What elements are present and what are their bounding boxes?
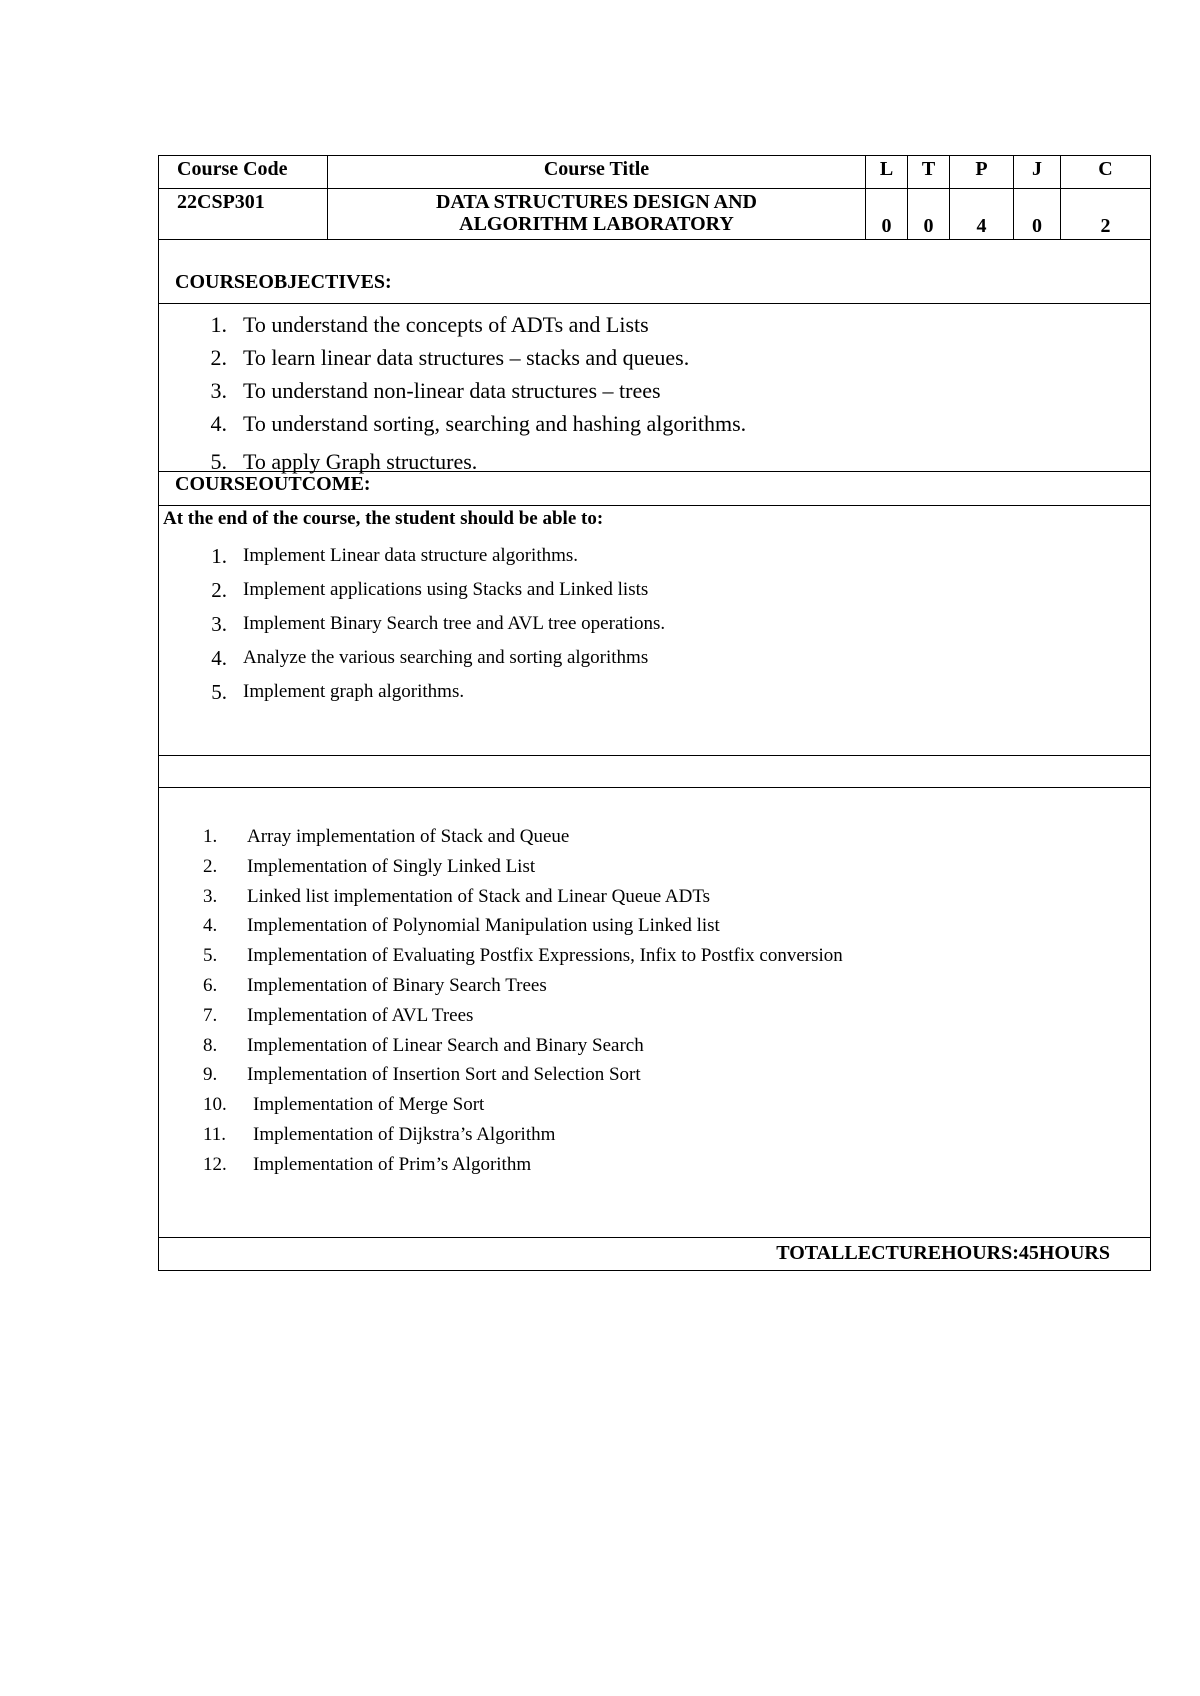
objectives-list — [159, 304, 1150, 472]
experiment-number: 7. — [203, 1004, 218, 1026]
objective-text: To apply Graph structures. — [243, 449, 478, 474]
outcome-number: 1. — [211, 544, 227, 568]
p-value: 4 — [950, 189, 1014, 239]
total-hours: TOTALLECTUREHOURS:45HOURS — [776, 1242, 1110, 1264]
experiment-number: 2. — [203, 855, 218, 877]
c-header: C — [1098, 158, 1113, 180]
outcomes-heading: COURSEOUTCOME: — [159, 472, 1150, 506]
objective-number: 1. — [210, 312, 227, 337]
objective-text: To learn linear data structures – stacks and queues. — [243, 345, 690, 370]
objective-text: To understand the concepts of ADTs and Lists — [243, 312, 649, 337]
objective-number: 5. — [210, 449, 227, 474]
objective-item — [159, 341, 1150, 374]
t-header: T — [908, 156, 950, 188]
l-header: L — [866, 156, 908, 188]
experiment-text: Array implementation of Stack and Queue — [247, 826, 570, 847]
experiment-number: 1. — [203, 826, 218, 847]
experiment-item — [159, 1120, 1150, 1150]
l-value: 0 — [866, 189, 908, 239]
experiment-text: Implementation of Insertion Sort and Selection Sort — [247, 1064, 641, 1086]
experiment-item — [159, 1001, 1150, 1031]
experiment-item — [159, 1090, 1150, 1120]
experiment-text: Implementation of Merge Sort — [253, 1094, 485, 1116]
experiment-number: 3. — [203, 885, 218, 907]
experiment-item — [159, 941, 1150, 971]
objective-item — [159, 407, 1150, 440]
objective-text: To understand sorting, searching and hashing algorithms. — [243, 411, 747, 436]
outcome-item — [159, 539, 1150, 573]
experiment-number: 6. — [203, 974, 218, 996]
outcome-item — [159, 641, 1150, 675]
outcome-text: Implement applications using Stacks and Linked lists — [243, 579, 649, 600]
objective-item — [159, 374, 1150, 407]
experiment-item — [159, 971, 1150, 1001]
experiment-item — [159, 1031, 1150, 1061]
outcome-number: 4. — [211, 646, 227, 670]
objective-number: 2. — [210, 345, 227, 370]
experiment-item — [159, 1150, 1150, 1180]
outcome-text: Implement Linear data structure algorithms. — [243, 545, 579, 566]
experiment-number: 8. — [203, 1034, 218, 1056]
objectives-heading: COURSEOBJECTIVES: — [159, 240, 1150, 304]
experiment-text: Implementation of Evaluating Postfix Expressions, Infix to Postfix conversion — [247, 945, 843, 967]
course-title — [328, 189, 866, 239]
course-code: 22CSP301 — [159, 189, 328, 239]
experiment-item — [159, 882, 1150, 912]
experiment-number: 10. — [203, 1094, 227, 1116]
outcome-text: Analyze the various searching and sorting algorithms — [243, 647, 649, 668]
objective-number: 4. — [210, 411, 227, 436]
outcome-item — [159, 573, 1150, 607]
experiment-text: Implementation of Singly Linked List — [247, 855, 536, 877]
experiment-item — [159, 822, 1150, 852]
experiment-text: Implementation of Linear Search and Binary Search — [247, 1034, 644, 1056]
outcome-text: Implement graph algorithms. — [243, 681, 465, 702]
experiment-number: 5. — [203, 945, 218, 967]
j-header: J — [1014, 156, 1061, 188]
c-value: 2 — [1100, 215, 1111, 237]
course-row — [159, 189, 1150, 240]
experiment-number: 4. — [203, 915, 218, 937]
experiment-text: Linked list implementation of Stack and Linear Queue ADTs — [247, 885, 711, 907]
experiment-text: Implementation of AVL Trees — [247, 1004, 474, 1026]
experiment-text: Implementation of Prim’s Algorithm — [253, 1153, 532, 1175]
experiment-text: Implementation of Binary Search Trees — [247, 974, 547, 996]
outcomes-intro: At the end of the course, the student should be able to: — [163, 508, 604, 529]
course-title-line1: DATA STRUCTURES DESIGN AND — [436, 191, 757, 213]
course-title-header: Course Title — [328, 156, 866, 188]
j-value: 0 — [1014, 189, 1061, 239]
objective-number: 3. — [210, 378, 227, 403]
experiment-item — [159, 1060, 1150, 1090]
t-value: 0 — [908, 189, 950, 239]
experiment-number: 11. — [203, 1123, 227, 1145]
syllabus-table — [158, 155, 1151, 1271]
outcome-item — [159, 607, 1150, 641]
experiment-number: 12. — [203, 1153, 227, 1175]
objective-item — [159, 308, 1150, 341]
course-title-line2: ALGORITHM LABORATORY — [459, 213, 734, 235]
experiment-item — [159, 911, 1150, 941]
p-header: P — [950, 156, 1014, 188]
experiment-item — [159, 852, 1150, 882]
empty-row — [159, 756, 1150, 788]
experiment-number: 9. — [203, 1064, 218, 1086]
outcome-number: 3. — [211, 612, 227, 636]
outcome-number: 5. — [211, 680, 227, 704]
outcome-item — [159, 675, 1150, 709]
objective-text: To understand non-linear data structures – trees — [243, 378, 661, 403]
experiment-text: Implementation of Polynomial Manipulation using Linked list — [247, 915, 720, 937]
outcomes-section — [159, 506, 1150, 756]
experiments-list — [159, 788, 1150, 1238]
course-code-header: Course Code — [159, 156, 328, 188]
header-row — [159, 156, 1150, 189]
experiment-text: Implementation of Dijkstra’s Algorithm — [253, 1123, 556, 1145]
outcome-text: Implement Binary Search tree and AVL tree operations. — [243, 613, 666, 634]
outcome-number: 2. — [211, 578, 227, 602]
